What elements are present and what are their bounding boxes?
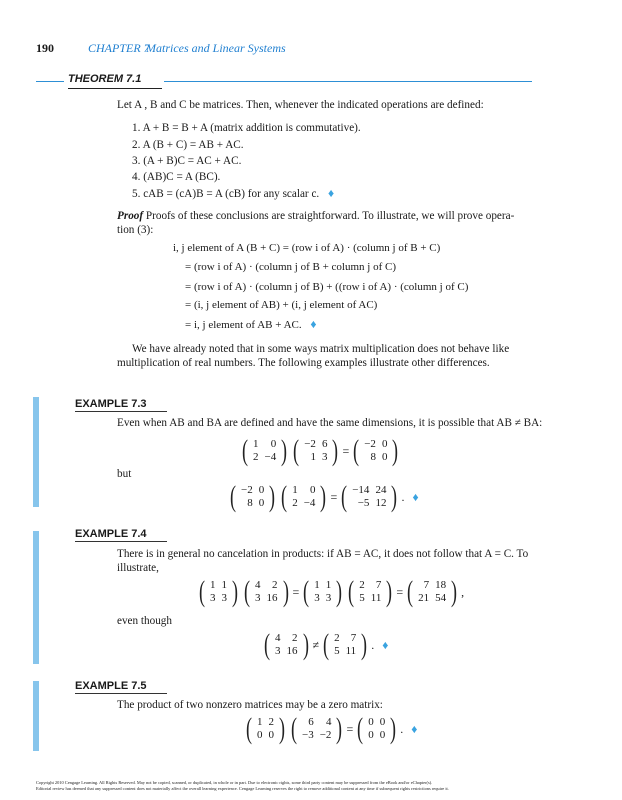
page-number: 190 <box>36 41 54 55</box>
page-header <box>36 40 596 58</box>
matrix: ( 1 1 3 3 ) <box>199 575 238 608</box>
matrix: ( 1 0 2 −4 ) <box>281 480 327 513</box>
chapter-title: Matrices and Linear Systems <box>146 41 286 55</box>
equals-sign: = <box>292 584 300 599</box>
theorem-label: THEOREM 7.1 <box>68 73 142 85</box>
copyright-footer <box>36 780 616 792</box>
example-bar <box>33 397 39 507</box>
proof-line-4: = (i, j element of AB) + (i, j element of AC) <box>185 299 378 311</box>
paragraph-line-1: We have already noted that in some ways matrix multiplication does not behave like <box>132 343 510 355</box>
chapter-label: CHAPTER 7 <box>88 41 150 55</box>
example-7-5-eq-1 <box>244 714 417 744</box>
proof-line-5-wrap <box>185 317 316 333</box>
period: . <box>400 721 404 736</box>
matrix: ( 2 7 5 11 ) <box>348 575 393 608</box>
proof-line-1: i, j element of A (B + C) = (row i of A) · (column j of B + C) <box>173 242 441 254</box>
paragraph-line-2: multiplication of real numbers. The following examples illustrate other differences. <box>117 357 490 369</box>
example-7-3-but: but <box>117 468 132 480</box>
matrix: ( 1 0 2 −4 ) <box>242 434 288 467</box>
matrix: ( 7 18 21 54 ) <box>407 575 458 608</box>
example-7-3-eq-1 <box>240 436 400 466</box>
example-7-4-eq-2 <box>262 630 388 660</box>
example-bar <box>33 531 39 664</box>
end-diamond-icon: ♦ <box>412 489 419 504</box>
matrix: ( −2 0 8 0 ) <box>230 480 276 513</box>
proof-label: Proof <box>117 210 144 222</box>
theorem-rule-left <box>36 81 64 82</box>
example-7-4-even-though: even though <box>117 615 172 627</box>
proof-line-2: = (row i of A) · (column j of B + column j of C) <box>185 261 396 273</box>
example-7-5-text: The product of two nonzero matrices may be a zero matrix: <box>117 699 383 711</box>
matrix: ( −2 0 8 0 ) <box>353 434 399 467</box>
proof-paragraph <box>117 209 537 224</box>
theorem-item-2: 2. A (B + C) = AB + AC. <box>132 139 244 151</box>
not-equals-sign: ≠ <box>312 637 320 652</box>
example-underline <box>75 411 167 412</box>
end-diamond-icon: ♦ <box>310 317 317 331</box>
example-bar <box>33 681 39 751</box>
example-7-3-label: EXAMPLE 7.3 <box>75 398 147 410</box>
proof-text: Proofs of these conclusions are straightforward. To illustrate, we will prove opera- <box>145 210 515 222</box>
matrix: ( 6 4 −3 −2 ) <box>291 712 343 745</box>
proof-text-2: tion (3): <box>117 224 154 236</box>
matrix: ( −2 6 1 3 ) <box>293 434 339 467</box>
equals-sign: = <box>396 584 404 599</box>
theorem-item-5 <box>132 186 334 202</box>
copyright-line-2: Editorial review has deemed that any suppressed content does not materially affect the overall learning experience. Cengage Learning reserves the right to remove additional content at any time if subsequent rights restrictions require it. <box>36 786 449 791</box>
example-7-4-text-2: illustrate, <box>117 562 159 574</box>
example-7-3-text: Even when AB and BA are defined and have the same dimensions, it is possible that AB ≠ BA: <box>117 417 543 429</box>
end-diamond-icon: ♦ <box>328 186 335 200</box>
example-7-5-label: EXAMPLE 7.5 <box>75 680 147 692</box>
theorem-item-1: 1. A + B = B + A (matrix addition is commutative). <box>132 122 361 134</box>
example-underline <box>75 541 167 542</box>
example-underline <box>75 693 167 694</box>
proof-line-5: = i, j element of AB + AC. <box>185 319 302 331</box>
equals-sign: = <box>346 721 354 736</box>
period: . <box>371 637 375 652</box>
matrix: ( 4 2 3 16 ) <box>264 628 309 661</box>
example-7-3-eq-2 <box>228 482 419 512</box>
theorem-item-5-text: 5. cAB = (cA)B = A (cB) for any scalar c. <box>132 188 320 200</box>
example-7-4-eq-1 <box>197 577 464 607</box>
theorem-item-4: 4. (AB)C = A (BC). <box>132 171 221 183</box>
matrix: ( −14 24 −5 12 ) <box>341 480 398 513</box>
matrix: ( 1 2 0 0 ) <box>246 712 285 745</box>
theorem-item-3: 3. (A + B)C = AC + AC. <box>132 155 242 167</box>
matrix: ( 1 1 3 3 ) <box>303 575 343 608</box>
matrix: ( 0 0 0 0 ) <box>357 712 397 745</box>
comma: , <box>461 584 465 599</box>
equals-sign: = <box>330 489 338 504</box>
example-7-4-label: EXAMPLE 7.4 <box>75 528 147 540</box>
matrix: ( 2 7 5 11 ) <box>323 628 368 661</box>
example-7-4-text-1: There is in general no cancelation in products: if AB = AC, it does not follow that A = C. To <box>117 548 529 560</box>
equals-sign: = <box>342 443 350 458</box>
proof-line-3: = (row i of A) · (column j of B) + ((row i of A) · (column j of C) <box>185 281 469 293</box>
end-diamond-icon: ♦ <box>411 721 418 736</box>
theorem-rule-right <box>164 81 532 82</box>
theorem-underline <box>68 88 162 89</box>
period: . <box>401 489 405 504</box>
theorem-intro: Let A , B and C be matrices. Then, whenever the indicated operations are defined: <box>117 99 484 111</box>
end-diamond-icon: ♦ <box>382 637 389 652</box>
matrix: ( 4 2 3 16 ) <box>244 575 289 608</box>
copyright-line-1: Copyright 2010 Cengage Learning. All Rights Reserved. May not be copied, scanned, or duplicated, in whole or in part. Due to electronic rights, some third party content may be suppressed from the eBook and/or eChapter(s). <box>36 780 433 785</box>
